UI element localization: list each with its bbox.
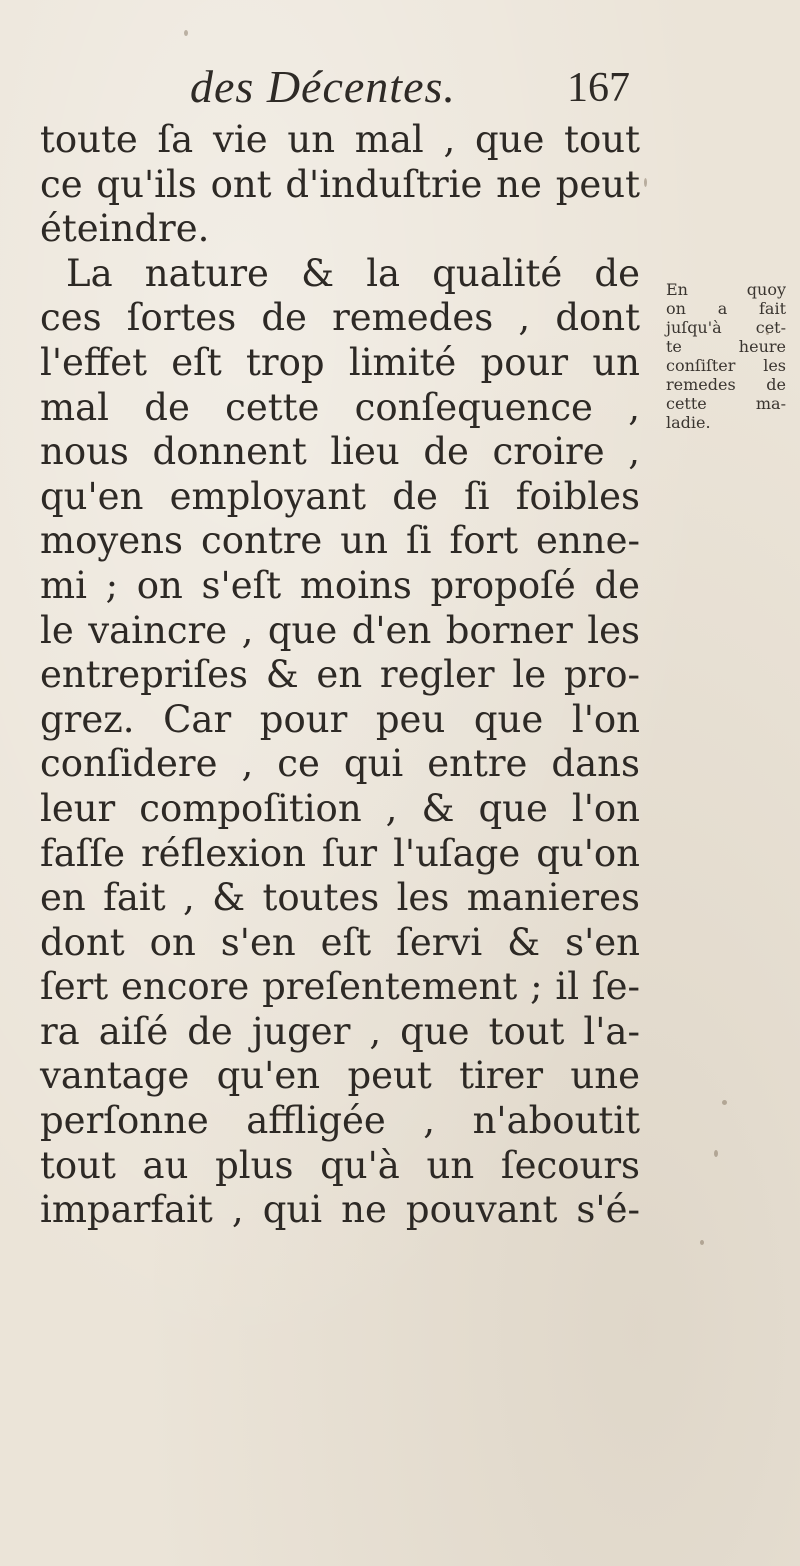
text-line: La nature & la qualité de xyxy=(66,251,640,295)
page-header xyxy=(190,60,630,120)
margin-note-line: te heure xyxy=(666,337,786,356)
text-line: nous donnent lieu de croire , xyxy=(40,430,640,474)
margin-note-line: cette ma- xyxy=(666,394,786,413)
paper-speck xyxy=(766,332,769,335)
text-line: leur compoſition , & que l'on xyxy=(40,786,640,830)
paper-speck xyxy=(722,1100,727,1105)
margin-note-line: ladie. xyxy=(666,413,711,432)
paper-speck xyxy=(644,178,647,187)
paper-speck xyxy=(714,1150,718,1157)
text-line: mi ; on s'eſt moins propoſé de xyxy=(40,563,640,607)
text-line: qu'en employant de ſi foibles xyxy=(40,474,640,518)
text-line: vantage qu'en peut tirer une xyxy=(40,1054,640,1098)
text-line: en fait , & toutes les manieres xyxy=(40,876,640,920)
margin-note xyxy=(666,280,786,432)
text-line: ce qu'ils ont d'induſtrie ne peut xyxy=(40,162,640,206)
text-line: conſidere , ce qui entre dans xyxy=(40,742,640,786)
text-line: faſſe réflexion ſur l'uſage qu'on xyxy=(40,831,640,875)
text-line: ces ſortes de remedes , dont xyxy=(40,296,640,340)
margin-note-line: juſqu'à cet- xyxy=(666,318,786,337)
body-text xyxy=(40,118,640,1233)
margin-note-line: on a fait xyxy=(666,299,786,318)
text-line: ſert encore preſentement ; il ſe- xyxy=(40,965,640,1009)
text-line: perſonne affligée , n'aboutit xyxy=(40,1099,640,1143)
text-line: grez. Car pour peu que l'on xyxy=(40,697,640,741)
margin-note-line: conſiſter les xyxy=(666,356,786,375)
text-line: tout au plus qu'à un ſecours xyxy=(40,1143,640,1187)
paper-speck xyxy=(700,1240,704,1245)
text-line: éteindre. xyxy=(40,207,210,251)
margin-note-line: remedes de xyxy=(666,375,786,394)
text-line: toute ſa vie un mal , que tout xyxy=(40,118,640,161)
text-line: le vaincre , que d'en borner les xyxy=(40,608,640,652)
paper-speck xyxy=(184,30,188,36)
text-line: moyens contre un ſi fort enne- xyxy=(40,519,640,563)
text-line: entrepriſes & en regler le pro- xyxy=(40,653,640,697)
text-line: ra aiſé de juger , que tout l'a- xyxy=(40,1009,640,1053)
margin-note-line: En quoy xyxy=(666,280,786,299)
text-line: imparfait , qui ne pouvant s'é- xyxy=(40,1188,640,1232)
text-line: l'effet eſt trop limité pour un xyxy=(40,340,640,384)
text-line: dont on s'en eſt ſervi & s'en xyxy=(40,920,640,964)
running-title: des Décentes. xyxy=(190,61,456,112)
text-line: mal de cette conſequence , xyxy=(40,385,640,429)
page-number: 167 xyxy=(567,65,630,111)
